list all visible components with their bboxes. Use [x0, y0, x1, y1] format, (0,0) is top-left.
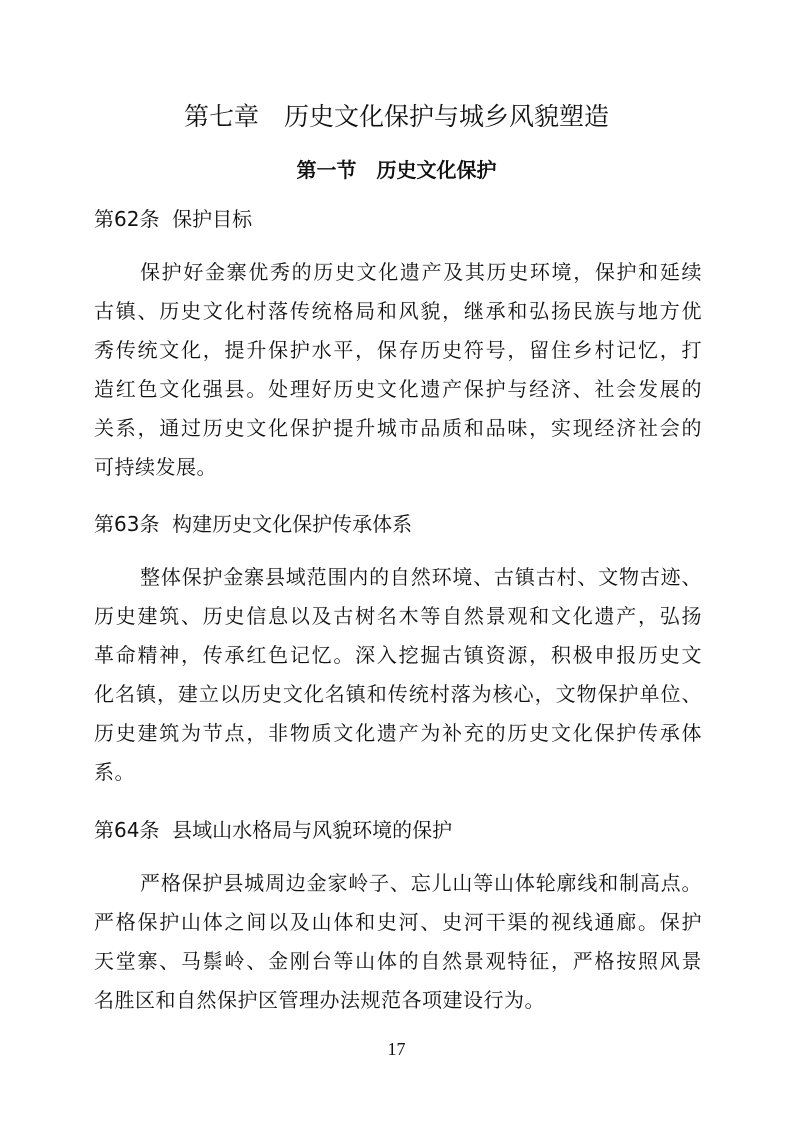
article-63-line-3: 革命精神，传承红色记忆。深入挖掘古镇资源，积极申报历史文	[94, 643, 702, 667]
article-64-line-3: 天堂寨、马鬃岭、金刚台等山体的自然景观特征，严格按照风景	[94, 949, 702, 973]
article-64-line-4: 名胜区和自然保护区管理办法规范各项建设行为。	[94, 988, 545, 1012]
article-62-heading: 第62条 保护目标	[94, 207, 253, 231]
article-63-line-6: 系。	[94, 760, 135, 784]
article-64-line-1: 严格保护县城周边金家岭子、忘儿山等山体轮廓线和制高点。	[140, 871, 702, 895]
article-62-line-1: 保护好金寨优秀的历史文化遗产及其历史环境，保护和延续	[140, 260, 702, 284]
article-63-line-2: 历史建筑、历史信息以及古树名木等自然景观和文化遗产，弘扬	[94, 604, 702, 628]
article-62-line-2: 古镇、历史文化村落传统格局和风貌，继承和弘扬民族与地方优	[94, 299, 702, 323]
article-63-line-1: 整体保护金寨县域范围内的自然环境、古镇古村、文物古迹、	[140, 565, 702, 589]
article-63-line-5: 历史建筑为节点，非物质文化遗产为补充的历史文化保护传承体	[94, 721, 702, 745]
chapter-title: 第七章 历史文化保护与城乡风貌塑造	[183, 102, 609, 131]
article-62-line-5: 关系，通过历史文化保护提升城市品质和品味，实现经济社会的	[94, 416, 702, 440]
article-64-line-2: 严格保护山体之间以及山体和史河、史河干渠的视线通廊。保护	[94, 910, 702, 934]
article-62-line-3: 秀传统文化，提升保护水平，保存历史符号，留住乡村记忆，打	[94, 338, 702, 362]
article-63-line-4: 化名镇，建立以历史文化名镇和传统村落为核心，文物保护单位、	[94, 682, 702, 706]
article-63-heading: 第63条 构建历史文化保护传承体系	[94, 512, 413, 536]
article-64-heading: 第64条 县域山水格局与风貌环境的保护	[94, 818, 453, 842]
article-62-line-6: 可持续发展。	[94, 455, 217, 479]
page-number: 17	[387, 1039, 406, 1059]
article-62-line-4: 造红色文化强县。处理好历史文化遗产保护与经济、社会发展的	[94, 377, 702, 401]
section-title: 第一节 历史文化保护	[296, 158, 497, 182]
